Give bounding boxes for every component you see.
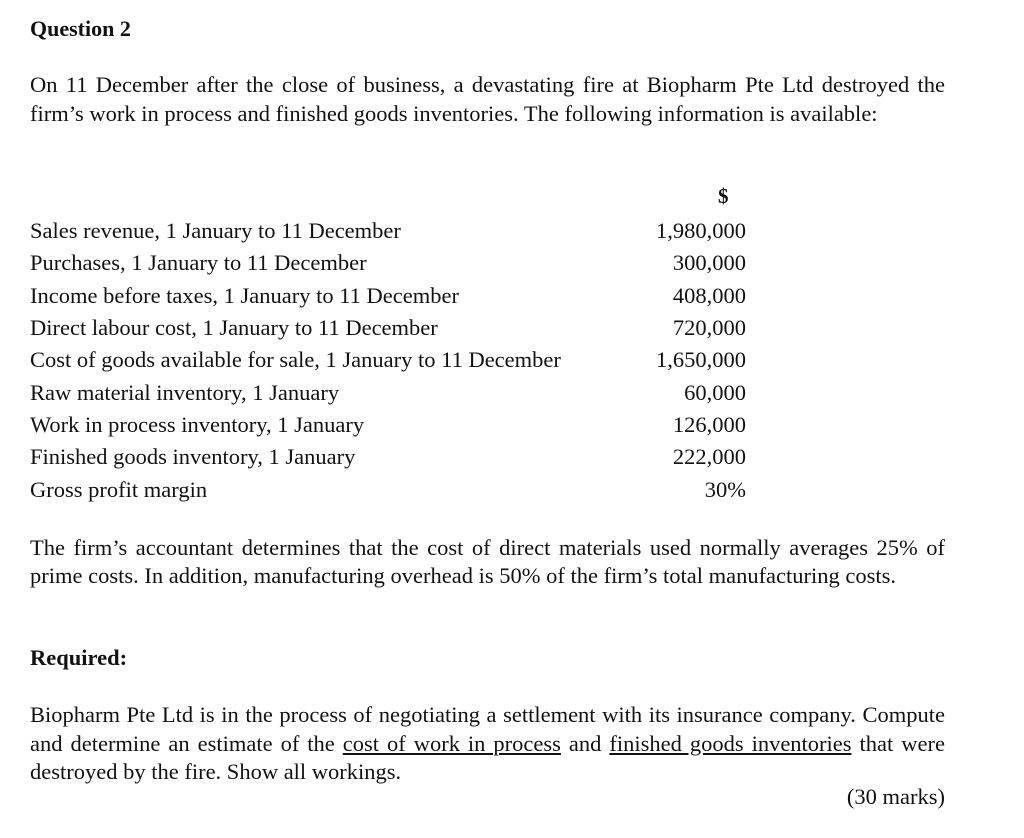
question-title: Question 2 xyxy=(30,16,131,41)
row-label: Work in process inventory, 1 January xyxy=(30,411,365,437)
information-table xyxy=(30,215,746,506)
row-value: 720,000 xyxy=(672,315,746,341)
row-label: Income before taxes, 1 January to 11 December xyxy=(30,282,459,308)
cost-of-wip-underlined: cost of work in process xyxy=(342,730,561,756)
table-row xyxy=(30,280,746,312)
required-heading: Required: xyxy=(30,645,128,670)
row-label: Cost of goods available for sale, 1 January to 11 December xyxy=(30,347,561,373)
row-value: 1,980,000 xyxy=(656,218,746,244)
task-text-part2: and xyxy=(560,730,610,756)
finished-goods-inventories-underlined: finished goods inventories xyxy=(609,730,852,756)
row-value: 126,000 xyxy=(672,411,746,437)
row-value: 408,000 xyxy=(672,282,746,308)
row-label: Raw material inventory, 1 January xyxy=(30,379,340,405)
intro-paragraph: On 11 December after the close of business, a devastating fire at Biopharm Pte Ltd destroyed the firm’s work in process and finished goods inventories. The following information is available: xyxy=(30,72,945,126)
table-row xyxy=(30,441,746,473)
row-value: 300,000 xyxy=(672,250,746,276)
row-label: Direct labour cost, 1 January to 11 December xyxy=(30,315,438,341)
row-label: Purchases, 1 January to 11 December xyxy=(30,250,367,276)
task-paragraph xyxy=(30,701,945,787)
table-row xyxy=(30,215,746,247)
marks-label: (30 marks) xyxy=(846,784,945,809)
row-label: Gross profit margin xyxy=(30,476,208,502)
row-value: 30% xyxy=(704,476,746,502)
table-row xyxy=(30,473,746,505)
row-value: 60,000 xyxy=(684,379,746,405)
table-row xyxy=(30,376,746,408)
task-text-part1: Biopharm Pte Ltd is in the process of negotiating a settlement with its insurance company. Compute and determine an estimate of the xyxy=(30,702,945,756)
table-row xyxy=(30,312,746,344)
row-label: Finished goods inventory, 1 January xyxy=(30,444,356,470)
table-row xyxy=(30,409,746,441)
table-row xyxy=(30,344,746,376)
task-text-part3: that were destroyed by the fire. Show all workings. xyxy=(30,730,945,784)
row-label: Sales revenue, 1 January to 11 December xyxy=(30,218,401,244)
accountant-note-paragraph: The firm’s accountant determines that the cost of direct materials used normally averages 25% of prime costs. In addition, manufacturing overhead is 50% of the firm’s total manufacturing costs. xyxy=(30,535,945,588)
table-row xyxy=(30,247,746,279)
row-value: 1,650,000 xyxy=(656,347,746,373)
currency-header: $ xyxy=(718,184,729,208)
row-value: 222,000 xyxy=(672,444,746,470)
